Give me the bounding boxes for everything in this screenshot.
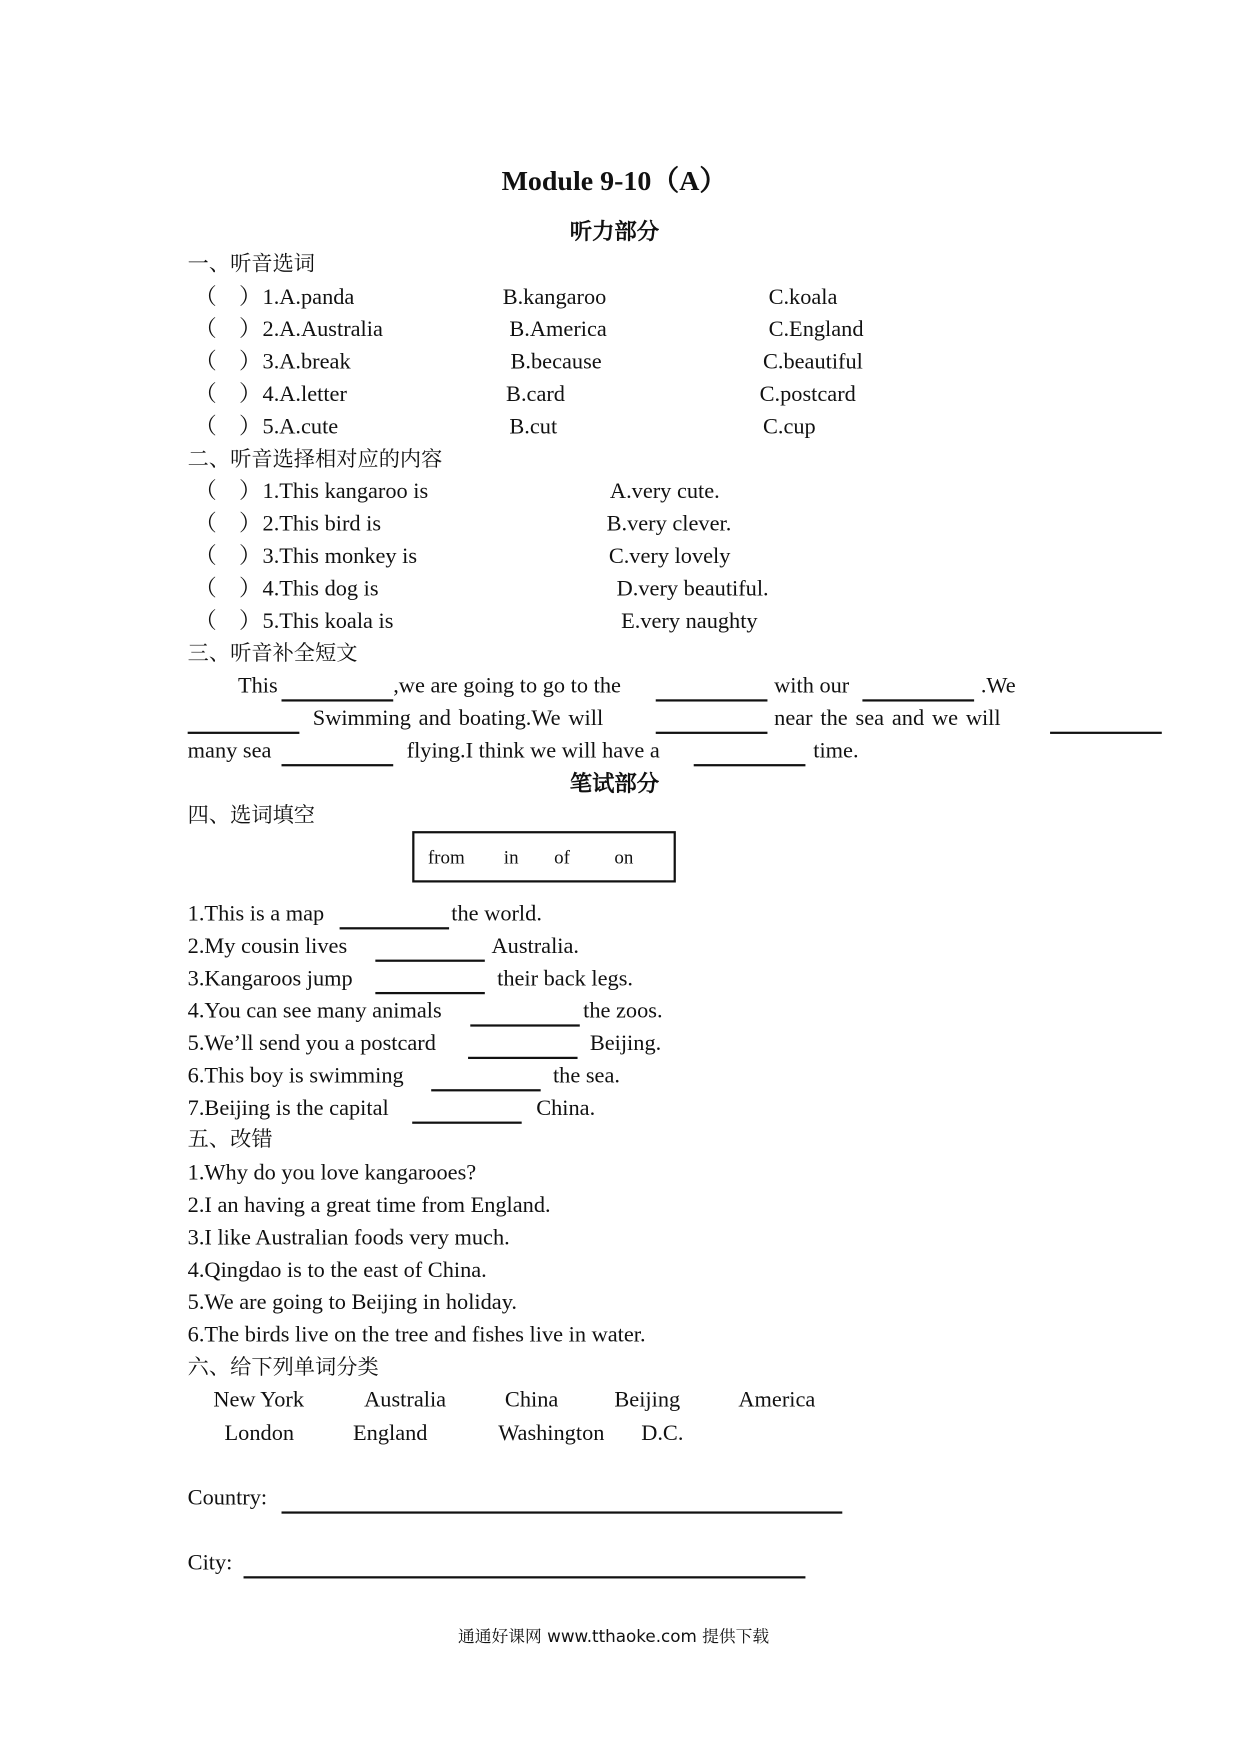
sentence-start: 2.My cousin lives [187, 933, 348, 959]
answer-blank[interactable] [282, 699, 394, 701]
classify-word: London [224, 1420, 295, 1446]
answer-bracket[interactable]: （ ） [194, 317, 262, 342]
choice-text: D.very beautiful. [616, 576, 769, 601]
option-b: B.America [509, 317, 607, 342]
option-c: C.cup [762, 414, 816, 440]
answer-blank[interactable] [468, 1057, 577, 1059]
answer-bracket[interactable]: （ ） [194, 284, 262, 310]
section4-heading: 四、选词填空 [187, 803, 316, 828]
sentence-end: China. [536, 1095, 596, 1121]
answer-blank[interactable] [694, 764, 806, 766]
answer-blank[interactable] [412, 1122, 521, 1124]
question-text: 4.This dog is [262, 576, 379, 601]
sentence-start: 3.Kangaroos jump [187, 966, 353, 991]
answer-blank[interactable] [1050, 732, 1162, 734]
section6-heading: 六、给下列单词分类 [187, 1355, 379, 1380]
passage-text: This [237, 673, 278, 699]
answer-bracket[interactable]: （ ） [194, 414, 262, 440]
option-a: 3.A.break [262, 349, 351, 375]
city-label: City: [187, 1550, 233, 1576]
sentence-start: 6.This boy is swimming [187, 1063, 404, 1089]
answer-blank[interactable] [862, 699, 974, 701]
question-text: 5.This koala is [262, 608, 394, 634]
city-answer-line[interactable] [244, 1576, 806, 1578]
option-a: 5.A.cute [262, 414, 339, 440]
answer-bracket[interactable]: （ ） [194, 349, 262, 375]
option-a: 2.A.Australia [262, 317, 383, 342]
classify-word: Beijing [614, 1387, 681, 1413]
country-answer-line[interactable] [282, 1511, 843, 1513]
error-sentence: 6.The birds live on the tree and fishes live in water. [187, 1322, 646, 1348]
error-sentence: 2.I an having a great time from England. [187, 1193, 551, 1218]
option-b: B.cut [509, 414, 558, 440]
answer-bracket[interactable]: （ ） [194, 544, 262, 569]
word-bank-word: on [614, 846, 634, 868]
answer-blank[interactable] [340, 927, 449, 929]
option-a: 1.A.panda [262, 284, 355, 310]
country-label: Country: [187, 1485, 268, 1511]
option-b: B.kangaroo [502, 284, 607, 310]
answer-bracket[interactable]: （ ） [194, 576, 262, 601]
sentence-end: the sea. [552, 1063, 620, 1089]
answer-blank[interactable] [431, 1089, 540, 1091]
page-title: Module 9-10（A） [501, 166, 728, 197]
option-c: C.koala [768, 284, 838, 310]
passage-text: ,we are going to go to the [393, 673, 621, 699]
question-text: 2.This bird is [262, 511, 382, 537]
answer-bracket[interactable]: （ ） [194, 382, 262, 407]
footer-text: 通通好课网 www.tthaoke.com 提供下载 [458, 1626, 770, 1647]
choice-text: A.very cute. [609, 479, 720, 504]
word-bank-word: from [427, 846, 465, 868]
classify-word: Washington [498, 1420, 605, 1446]
answer-blank[interactable] [656, 699, 768, 701]
answer-blank[interactable] [470, 1024, 579, 1026]
sentence-start: 5.We’ll send you a postcard [187, 1031, 436, 1056]
answer-blank[interactable] [188, 732, 300, 734]
option-a: 4.A.letter [262, 382, 347, 407]
choice-text: B.very clever. [606, 511, 732, 537]
classify-word: China [504, 1387, 559, 1413]
error-sentence: 4.Qingdao is to the east of China. [187, 1257, 487, 1283]
listening-heading: 听力部分 [569, 217, 660, 245]
sentence-start: 1.This is a map [187, 901, 325, 927]
sentence-end: the world. [451, 901, 542, 927]
question-text: 3.This monkey is [262, 544, 418, 569]
writing-heading: 笔试部分 [569, 769, 660, 797]
passage-text: with our [774, 673, 850, 699]
answer-bracket[interactable]: （ ） [194, 608, 262, 634]
passage-text: many sea [187, 738, 272, 763]
passage-text: time. [813, 738, 859, 763]
passage-text: .We [980, 673, 1016, 699]
word-bank-word: of [554, 846, 570, 868]
answer-blank[interactable] [375, 992, 484, 994]
error-sentence: 3.I like Australian foods very much. [187, 1225, 510, 1251]
sentence-end: Australia. [491, 933, 580, 959]
sentence-end: the zoos. [583, 998, 663, 1024]
section1-heading: 一、听音选词 [187, 251, 316, 276]
sentence-end: Beijing. [589, 1031, 662, 1056]
classify-word: America [738, 1387, 816, 1413]
question-text: 1.This kangaroo is [262, 479, 429, 504]
answer-blank[interactable] [375, 960, 484, 962]
classify-word: D.C. [641, 1420, 684, 1446]
option-c: C.beautiful [762, 349, 863, 375]
answer-blank[interactable] [656, 732, 768, 734]
passage-text: near the sea and we will [774, 706, 1001, 731]
classify-word: New York [213, 1387, 304, 1413]
classify-word: Australia [364, 1387, 447, 1413]
option-c: C.England [768, 317, 864, 342]
error-sentence: 1.Why do you love kangarooes? [187, 1160, 477, 1186]
sentence-start: 4.You can see many animals [187, 998, 442, 1024]
choice-text: E.very naughty [621, 608, 758, 634]
passage-text: flying.I think we will have a [406, 738, 660, 763]
option-b: B.because [510, 349, 602, 375]
answer-bracket[interactable]: （ ） [194, 479, 262, 504]
answer-blank[interactable] [282, 764, 394, 766]
classify-word: England [353, 1420, 428, 1446]
answer-bracket[interactable]: （ ） [194, 511, 262, 537]
option-b: B.card [506, 382, 565, 407]
section3-heading: 三、听音补全短文 [187, 641, 358, 666]
section5-heading: 五、改错 [187, 1127, 273, 1152]
sentence-end: their back legs. [497, 966, 633, 991]
passage-text: Swimming and boating.We will [312, 706, 604, 731]
sentence-start: 7.Beijing is the capital [187, 1095, 389, 1121]
choice-text: C.very lovely [608, 544, 731, 569]
section2-heading: 二、听音选择相对应的内容 [187, 446, 443, 472]
word-bank-box [412, 831, 676, 882]
error-sentence: 5.We are going to Beijing in holiday. [187, 1290, 518, 1315]
word-bank-word: in [503, 846, 519, 868]
option-c: C.postcard [759, 382, 856, 407]
